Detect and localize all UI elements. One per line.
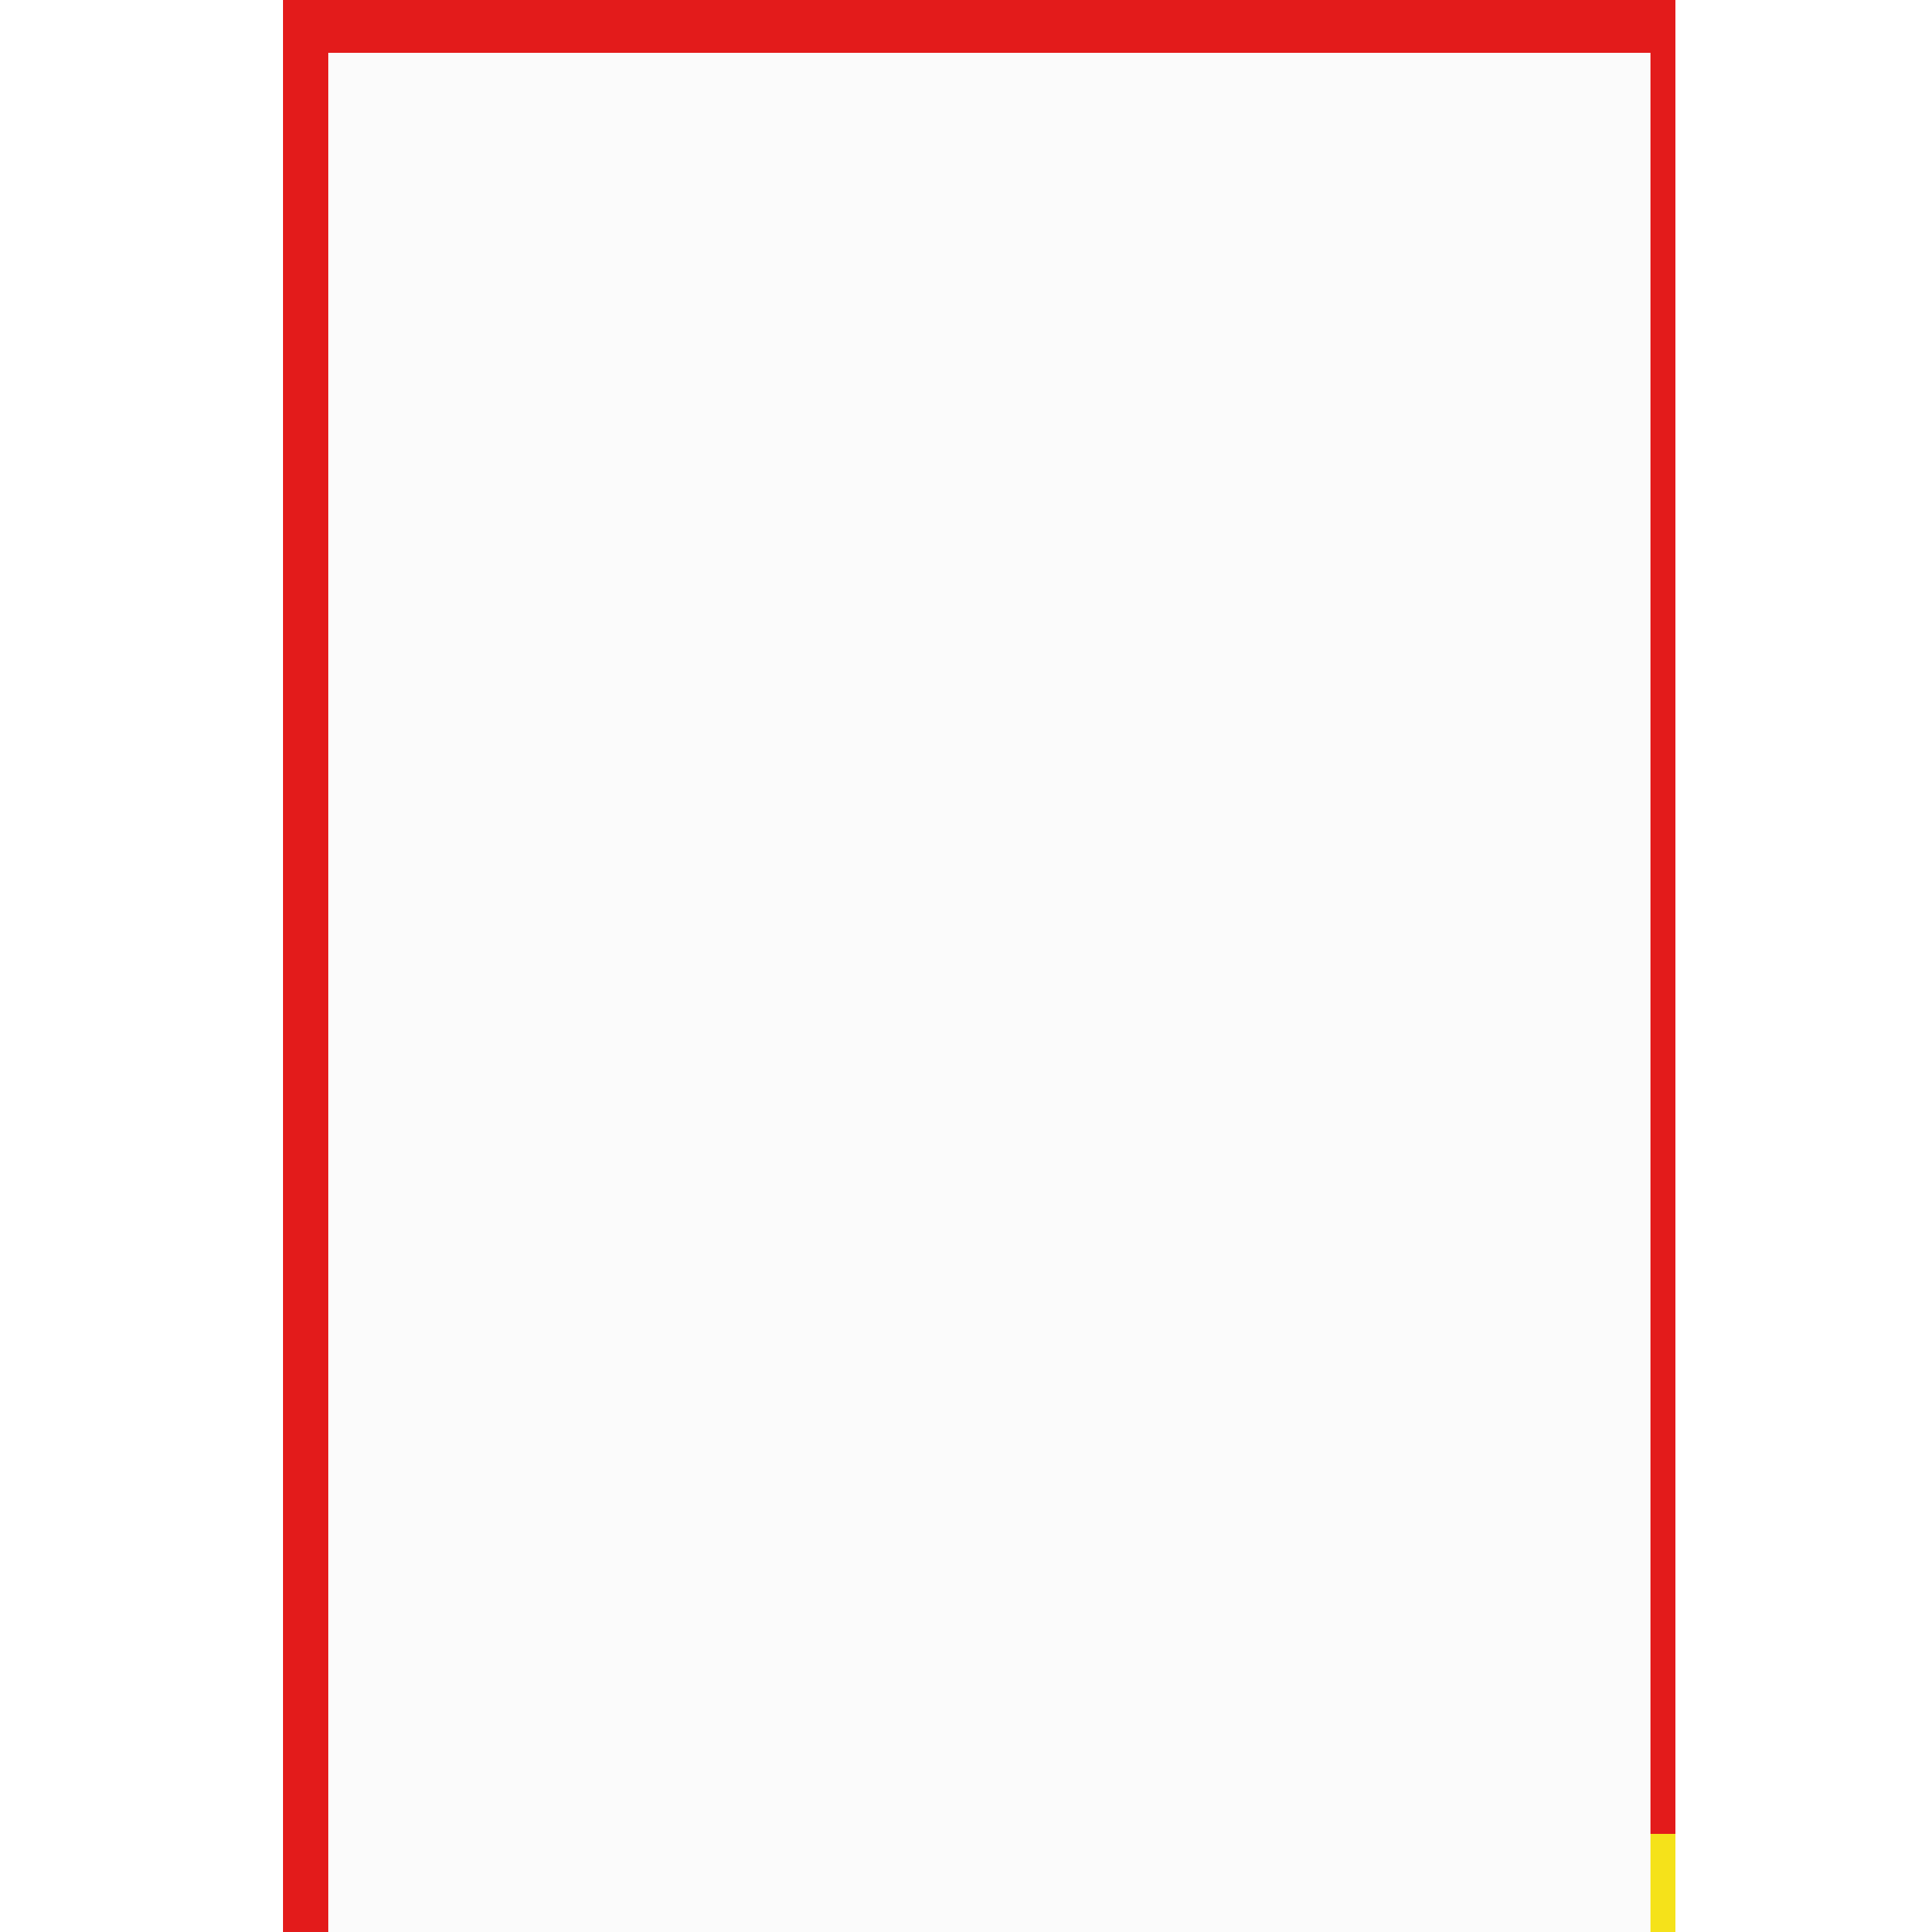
frame-left <box>283 0 328 1932</box>
catalog-page <box>328 53 1651 1932</box>
frame-top <box>283 0 1651 53</box>
frame-right <box>1651 0 1675 1834</box>
frame-right-yellow <box>1651 1834 1675 1932</box>
